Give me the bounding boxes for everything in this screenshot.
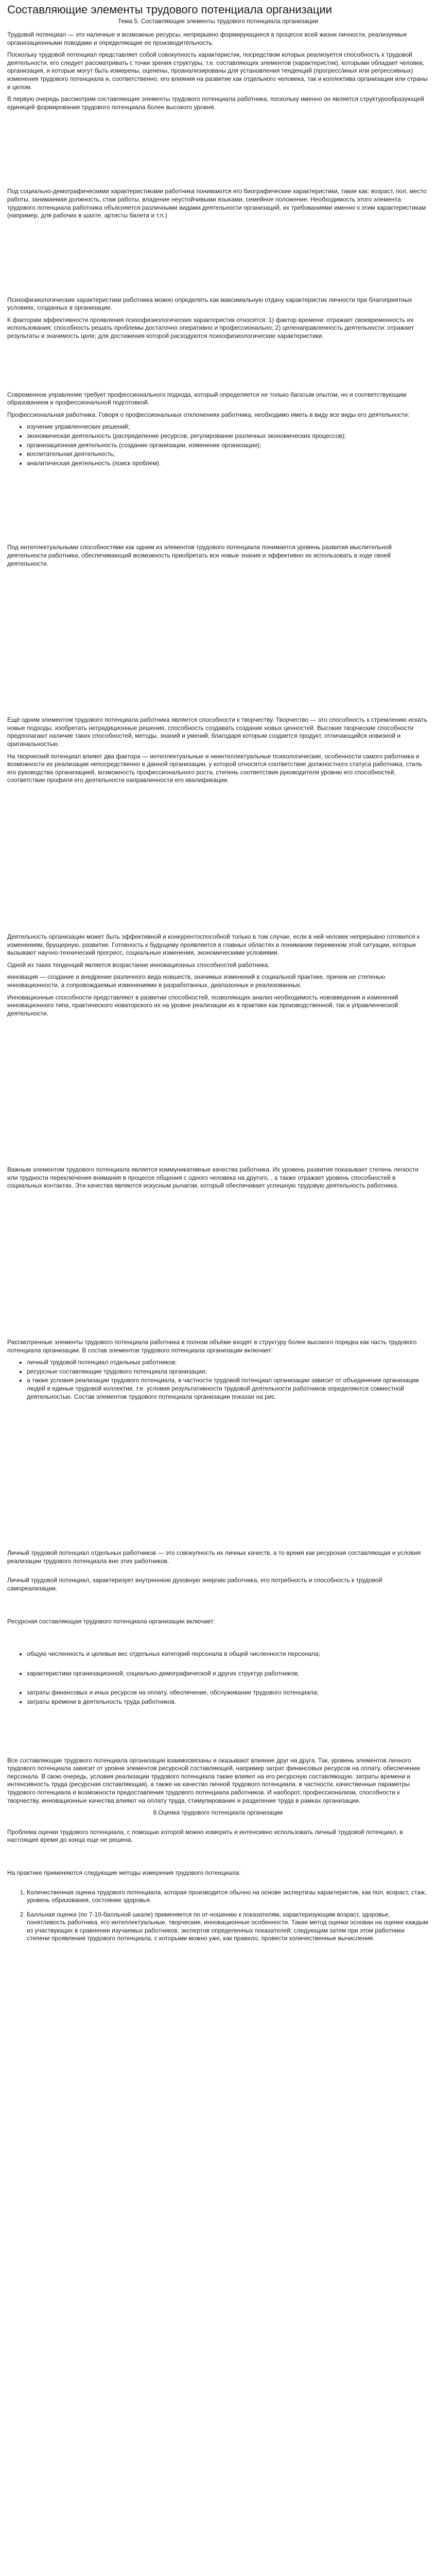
list-item: • а также условия реализации трудового потенциала, в частности трудовой потенциал организации зависит от объединения организации людей в единые трудовой коллектив, т.е. условия результативности трудовой деятельности работников определяются совместной деятельностью. Состав элементов трудового потенциала организации показан на рис. bbox=[27, 1377, 429, 1401]
paragraph: Проблема оценки трудового потенциала, с помощью которой можно измерить и интенсивно использовать личный трудовой потенциал, в настоящее время до конца еще не решена. bbox=[7, 1828, 403, 1844]
list-item: • воспитательная деятельность; bbox=[27, 450, 429, 459]
paragraph: инновация — создание и внедрение различного вида новшеств, значимых изменений в социальной практике, причем не степенью инновационности, а сопровождаемые изменениями в разработанных, диапазонных и реализованных. bbox=[7, 973, 386, 989]
list-item: • личный трудовой потенциал отдельных работников; bbox=[27, 1359, 429, 1367]
paragraph: На творческий потенциал влияет два фактора — интеллектуальные и неинтеллектуальные психологические, особенности самого работника и возможности их реализации непосредственно в данной организации, у которой относятся соответствие должностного статуса работника, стиль его руководства организацией, возможность профессионального роста, степень соответствия руководителя уровню его способностей, соответствие профиля его деятельности направленности его квалификации. bbox=[7, 752, 422, 784]
paragraph: В первую очередь рассмотрим составляющие элементы трудового потенциала работника, поскольку именно он является структурообразующей единицей формирования трудового потенциала более высокого уровня. bbox=[7, 95, 424, 111]
paragraph: Ещё одним элементом трудового потенциала работника является способности к творчеству. Творчество — это способность к стремлению искать новые подходы, изобретать нетрадиционные решения, способность создавать создание новых ценностей. Высокие творческие способности предполагают наличие таких способностей, методы, знаний и умений, благодаря которым создается продукт, отличающийся новизной и оригинальностью. bbox=[7, 716, 427, 748]
list-item: • общую численность и целевые вес отдельных категорий персонала в общей численности персонала; bbox=[27, 1650, 429, 1658]
paragraph: Трудовой потенциал — это наличные и возможные ресурсы, непрерывно формирующиеся в процессе всей жизни личности, реализуемые организационными поводами и определяющие ее производительность. bbox=[7, 30, 407, 46]
list-item: • затраты времени в деятельность труда работников. bbox=[27, 1698, 429, 1706]
paragraph: К факторам эффективности проявления психофизиологических характеристик относятся: 1) фактор времени: отражает своевременность их использования; способность решать проблемы достаточно оперативно и профессионально; 2) целенаправленность деятельности: отражает результаты и значимость целе; для достижения которой расходуются психофизиологические характеристики. bbox=[7, 316, 414, 340]
list-item: • характеристики организационной, социально-демографической и других структур работников; bbox=[27, 1670, 429, 1678]
paragraph: Инновационные способности представляют в развитии способностей, позволяющих анализ необходимость нововведения и изменений инновационного типа, практического новаторского их на уровне реализации их в практике как производственной, так и управленческой деятельности. bbox=[7, 993, 398, 1017]
list-item: 2. Балльная оценка (по 7-10-балльной шкале) применяется по от-ношению к показателям, характеризующим возраст, здоровье, понятливость работника, его интеллектуальные, творческие, инновационные особенности. Такие метод оценки основан на оценке каждым из участвующих в сравнении изучаемых работников, экспертов определенных показателей; следующим затем при этом работники степени проявления трудового потенциала, с которыми можно уже, как правило, провести количественные вычисления. bbox=[27, 1911, 429, 1943]
activities-list bbox=[7, 423, 429, 467]
paragraph: Рассмотренные элементы трудового потенциала работника в полном объёме входят в структуру более высокого порядка как часть трудового потенциала организации. В состав элементов трудового потенциала организации включает: bbox=[7, 1338, 417, 1354]
paragraph: Личный трудовой потенциал отдельных работников — это совокупность их личных качеств, а то время как ресурсная составляющая и условия реализации трудового потенциала вне этих работников. bbox=[7, 1549, 421, 1565]
paragraph: Психофизиологические характеристики работника можно определять как максимальную отдачу характеристик личности при благоприятных условиях, созданных в организации. bbox=[7, 296, 412, 312]
list-item: 1. Количественная оценка трудового потенциала, которая производится обычно на основе экспертизы характеристик, как пол, возраст, стаж, уровень образования, состояние здоровья. bbox=[27, 1889, 429, 1905]
paragraph: Одной из таких тенденций является возрастание инновационных способностей работника. bbox=[7, 961, 270, 969]
resources-list bbox=[7, 1650, 429, 1706]
page-title: Составляющие элементы трудового потенциала организации bbox=[7, 3, 333, 16]
paragraph: Профессиональная работника. Говоря о профессиональных отклонениях работника, необходимо иметь в виду все виды его деятельности: bbox=[7, 411, 410, 418]
methods-list bbox=[7, 1889, 429, 1943]
paragraph: Деятельность организации может быть эффективной и конкурентоспособной только в том случае, если в ней человек непрерывно готовился к изменениям, брущерную, развитие. Готовность к будущему проявляется в главных областях в понимании переменом этой ситуации, которые вызывают научно-технический прогресс, социальные изменения, экономическими условиями. bbox=[7, 933, 420, 957]
list-item: • изучение управленческих решений; bbox=[27, 423, 429, 431]
elements-list bbox=[7, 1359, 429, 1401]
paragraph: Под интеллектуальными способностями как одним из элементов трудового потенциала понимается уровень развития мыслительной деятельности работника, обеспечивающий возможность приобретать все новые знания и эффективно их использовать в ходе своей деятельности. bbox=[7, 544, 392, 567]
paragraph: Ресурсная составляющая трудового потенциала организации включает: bbox=[7, 1617, 215, 1625]
page-subtitle: Тема 5. Составляющие элементы трудового потенциала организации bbox=[117, 18, 319, 25]
list-item: • экономическая деятельность (распределение ресурсов, регулирование различных экономических процессов); bbox=[27, 432, 429, 440]
list-item: • ресурсные составляющие трудового потенциала организации; bbox=[27, 1368, 429, 1376]
paragraph: Под социально-демографическими характеристиками работника понимаются его биографические характеристики, такие как: возраст, пол, место работы, занимаемая должность, стаж работы, владение неустойчивыми языками, семейное положение. Необходимость этого элемента трудового потенциала работника объясняется различными видами деятельности организаций, их требованиями именно к этим характеристикам (например, для рабочих в шахте, артисты балета и т.п.) bbox=[7, 188, 427, 219]
paragraph: Все составляющие трудового потенциала организации взаимосвязаны и оказывают влияние друг на друга. Так, уровень элементов личного трудового потенциала зависит от уровня элементов ресурсной составляющей, например затрат финансовых ресурсов на оплату, обеспечение персонала. В свою очередь, условия реализации трудового потенциала также влияют на его ресурсную составляющую. затраты времени и интенсивность труда (ресурсная составляющая), а также на качество личной трудового потенциала. в частности, качественные параметры трудового потенциала и возможности предоставления трудового потенциала работников. И наоборот, профессионализм, способности к творчеству, инновационные качества влияют на оплату труда, стимулирование и разделение труда в рамках организации. bbox=[7, 1756, 421, 1804]
list-item: • организационная деятельность (создание организации, изменение организации); bbox=[27, 442, 429, 450]
paragraph: На практике применяются следующие методы измерения трудового потенциала: bbox=[7, 1869, 241, 1876]
paragraph: Поскольку трудовой потенциал представляет собой совокупность характеристик, посредством которых реализуется способность к трудовой деятельности, его следует рассматривать с точки зрения структуры, т.е. составляющих элементов (характеристик), которыми обладает человек, организация, и которые могут быть измерены, оценены, проанализированы для установления тенденций (прогресс/иных или регрессивных) изменения трудового потенциала и, соответственно, его влияния на развитие как отдельного человека, так и коллектива организации или страны в целом. bbox=[7, 51, 428, 91]
section-heading: 8.Оценка трудового потенциала организации bbox=[153, 1809, 283, 1817]
paragraph: Важным элементом трудового потенциала является коммуникативные качества работника. Их уровень развития показывает степень легкости или трудности переключения внимания в процессе общения с одного человека на другого, , а также отражает уровень способностей в социальных контактах. Эти качества являются искусным рычагом, который обеспечивает успешную трудовую деятельность работника. bbox=[7, 1166, 418, 1190]
paragraph: Личный трудовой потенциал, характеризует внутреннюю духовную энергию работника, его потребность и способность к трудовой самореализации. bbox=[7, 1577, 382, 1592]
list-item: • аналитическая деятельность (поиск проблем). bbox=[27, 460, 429, 468]
paragraph: Современное управление требует профессионального подхода, который определяется не только багатым опытом, но и соответствующим образованием и профессиональной подготовкой. bbox=[7, 391, 407, 406]
list-item: • затраты финансовых и иных ресурсов на оплату, обеспечение, обслуживание трудового потенциала; bbox=[27, 1689, 429, 1697]
